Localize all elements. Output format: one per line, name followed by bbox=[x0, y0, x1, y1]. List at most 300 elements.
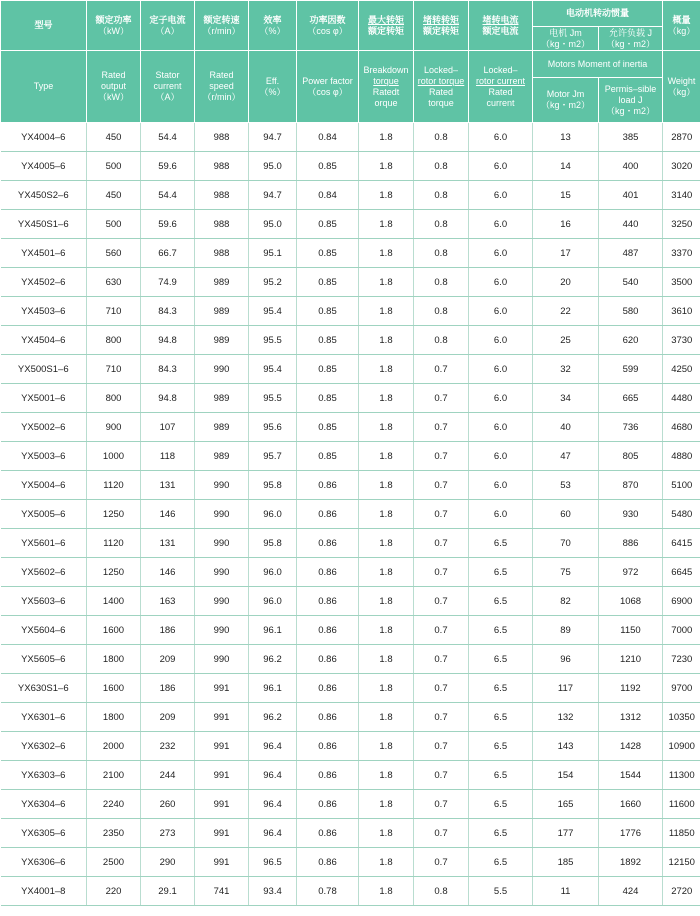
cell-locked-rotor-current: 6.0 bbox=[469, 297, 533, 326]
cell-breakdown-torque: 1.8 bbox=[359, 761, 414, 790]
cell-locked-rotor-torque: 0.8 bbox=[414, 152, 469, 181]
cell-rated-speed: 991 bbox=[195, 761, 249, 790]
cell-stator-current: 94.8 bbox=[141, 326, 195, 355]
cell-eff: 94.7 bbox=[249, 123, 297, 152]
cell-permissible-load: 1068 bbox=[599, 587, 663, 616]
cell-power-factor: 0.86 bbox=[297, 790, 359, 819]
cell-rated-output: 1800 bbox=[87, 703, 141, 732]
cell-motor-jm: 185 bbox=[533, 848, 599, 877]
cell-permissible-load: 599 bbox=[599, 355, 663, 384]
cell-locked-rotor-torque: 0.8 bbox=[414, 297, 469, 326]
cell-power-factor: 0.86 bbox=[297, 848, 359, 877]
cell-locked-rotor-torque: 0.8 bbox=[414, 123, 469, 152]
cell-type: YX4502–6 bbox=[1, 268, 87, 297]
cell-motor-jm: 53 bbox=[533, 471, 599, 500]
cell-eff: 96.5 bbox=[249, 848, 297, 877]
cell-breakdown-torque: 1.8 bbox=[359, 616, 414, 645]
cell-breakdown-torque: 1.8 bbox=[359, 181, 414, 210]
cell-rated-output: 630 bbox=[87, 268, 141, 297]
cell-power-factor: 0.84 bbox=[297, 181, 359, 210]
header-eff-en: Eff. （%） bbox=[249, 51, 297, 123]
cell-rated-speed: 990 bbox=[195, 558, 249, 587]
cell-eff: 96.0 bbox=[249, 500, 297, 529]
table-row bbox=[1, 297, 700, 326]
header-locked-current-en: Locked– rotor current Rated current bbox=[469, 51, 533, 123]
cell-rated-output: 450 bbox=[87, 181, 141, 210]
cell-eff: 95.6 bbox=[249, 413, 297, 442]
cell-rated-output: 1800 bbox=[87, 645, 141, 674]
cell-weight: 7230 bbox=[663, 645, 700, 674]
cell-power-factor: 0.86 bbox=[297, 703, 359, 732]
cell-eff: 96.4 bbox=[249, 819, 297, 848]
cell-permissible-load: 1150 bbox=[599, 616, 663, 645]
cell-permissible-load: 1192 bbox=[599, 674, 663, 703]
table-row bbox=[1, 471, 700, 500]
cell-rated-speed: 989 bbox=[195, 326, 249, 355]
header-row-english bbox=[1, 51, 700, 78]
cell-locked-rotor-torque: 0.7 bbox=[414, 384, 469, 413]
cell-locked-rotor-current: 6.0 bbox=[469, 384, 533, 413]
cell-stator-current: 131 bbox=[141, 529, 195, 558]
header-inertia-group-cn: 电动机转动惯量 bbox=[533, 1, 663, 27]
cell-rated-speed: 991 bbox=[195, 848, 249, 877]
cell-motor-jm: 16 bbox=[533, 210, 599, 239]
cell-stator-current: 59.6 bbox=[141, 152, 195, 181]
cell-permissible-load: 1776 bbox=[599, 819, 663, 848]
cell-rated-speed: 989 bbox=[195, 442, 249, 471]
cell-locked-rotor-current: 6.5 bbox=[469, 732, 533, 761]
cell-breakdown-torque: 1.8 bbox=[359, 413, 414, 442]
cell-stator-current: 118 bbox=[141, 442, 195, 471]
cell-locked-rotor-torque: 0.7 bbox=[414, 558, 469, 587]
cell-weight: 3250 bbox=[663, 210, 700, 239]
cell-rated-speed: 991 bbox=[195, 732, 249, 761]
cell-rated-output: 500 bbox=[87, 152, 141, 181]
cell-rated-output: 1120 bbox=[87, 471, 141, 500]
cell-rated-speed: 741 bbox=[195, 877, 249, 906]
cell-permissible-load: 1210 bbox=[599, 645, 663, 674]
cell-breakdown-torque: 1.8 bbox=[359, 355, 414, 384]
header-inertia-group-en: Motors Moment of inertia bbox=[533, 51, 663, 78]
cell-locked-rotor-torque: 0.7 bbox=[414, 616, 469, 645]
cell-locked-rotor-torque: 0.7 bbox=[414, 471, 469, 500]
cell-stator-current: 209 bbox=[141, 703, 195, 732]
cell-breakdown-torque: 1.8 bbox=[359, 297, 414, 326]
header-locked-torque-cn: 堵转转矩 额定转矩 bbox=[414, 1, 469, 51]
cell-eff: 96.4 bbox=[249, 761, 297, 790]
cell-locked-rotor-current: 6.5 bbox=[469, 558, 533, 587]
cell-stator-current: 273 bbox=[141, 819, 195, 848]
cell-locked-rotor-current: 6.0 bbox=[469, 181, 533, 210]
cell-locked-rotor-current: 6.5 bbox=[469, 616, 533, 645]
cell-motor-jm: 47 bbox=[533, 442, 599, 471]
cell-permissible-load: 424 bbox=[599, 877, 663, 906]
table-row bbox=[1, 355, 700, 384]
cell-type: YX5602–6 bbox=[1, 558, 87, 587]
cell-power-factor: 0.86 bbox=[297, 587, 359, 616]
table-row bbox=[1, 442, 700, 471]
cell-locked-rotor-torque: 0.7 bbox=[414, 413, 469, 442]
cell-weight: 11850 bbox=[663, 819, 700, 848]
header-locked-current-cn: 堵转电流 额定电流 bbox=[469, 1, 533, 51]
cell-stator-current: 84.3 bbox=[141, 297, 195, 326]
cell-locked-rotor-torque: 0.7 bbox=[414, 819, 469, 848]
cell-locked-rotor-torque: 0.7 bbox=[414, 790, 469, 819]
cell-rated-speed: 991 bbox=[195, 703, 249, 732]
cell-rated-speed: 990 bbox=[195, 616, 249, 645]
cell-eff: 95.0 bbox=[249, 152, 297, 181]
cell-breakdown-torque: 1.8 bbox=[359, 703, 414, 732]
cell-locked-rotor-torque: 0.7 bbox=[414, 587, 469, 616]
cell-breakdown-torque: 1.8 bbox=[359, 790, 414, 819]
cell-eff: 95.8 bbox=[249, 529, 297, 558]
cell-motor-jm: 25 bbox=[533, 326, 599, 355]
cell-rated-output: 1400 bbox=[87, 587, 141, 616]
cell-rated-speed: 989 bbox=[195, 413, 249, 442]
cell-eff: 96.4 bbox=[249, 732, 297, 761]
cell-rated-speed: 990 bbox=[195, 355, 249, 384]
cell-motor-jm: 15 bbox=[533, 181, 599, 210]
cell-breakdown-torque: 1.8 bbox=[359, 326, 414, 355]
cell-rated-speed: 989 bbox=[195, 297, 249, 326]
cell-motor-jm: 89 bbox=[533, 616, 599, 645]
cell-stator-current: 54.4 bbox=[141, 123, 195, 152]
cell-eff: 95.1 bbox=[249, 239, 297, 268]
cell-locked-rotor-current: 6.5 bbox=[469, 761, 533, 790]
header-row-chinese bbox=[1, 1, 700, 27]
table-row bbox=[1, 674, 700, 703]
cell-power-factor: 0.85 bbox=[297, 413, 359, 442]
cell-breakdown-torque: 1.8 bbox=[359, 732, 414, 761]
cell-rated-speed: 990 bbox=[195, 529, 249, 558]
cell-power-factor: 0.86 bbox=[297, 558, 359, 587]
cell-locked-rotor-torque: 0.7 bbox=[414, 355, 469, 384]
cell-rated-output: 2000 bbox=[87, 732, 141, 761]
cell-type: YX4004–6 bbox=[1, 123, 87, 152]
cell-type: YX5605–6 bbox=[1, 645, 87, 674]
cell-type: YX4504–6 bbox=[1, 326, 87, 355]
cell-permissible-load: 540 bbox=[599, 268, 663, 297]
cell-locked-rotor-current: 6.0 bbox=[469, 442, 533, 471]
cell-weight: 4880 bbox=[663, 442, 700, 471]
cell-locked-rotor-current: 6.5 bbox=[469, 645, 533, 674]
cell-stator-current: 186 bbox=[141, 616, 195, 645]
cell-permissible-load: 401 bbox=[599, 181, 663, 210]
cell-weight: 2870 bbox=[663, 123, 700, 152]
cell-eff: 96.1 bbox=[249, 674, 297, 703]
cell-eff: 95.0 bbox=[249, 210, 297, 239]
cell-rated-output: 560 bbox=[87, 239, 141, 268]
cell-breakdown-torque: 1.8 bbox=[359, 674, 414, 703]
cell-rated-output: 2240 bbox=[87, 790, 141, 819]
cell-power-factor: 0.85 bbox=[297, 442, 359, 471]
cell-eff: 96.1 bbox=[249, 616, 297, 645]
cell-type: YX4005–6 bbox=[1, 152, 87, 181]
cell-power-factor: 0.86 bbox=[297, 819, 359, 848]
table-row bbox=[1, 732, 700, 761]
cell-eff: 95.5 bbox=[249, 384, 297, 413]
cell-motor-jm: 117 bbox=[533, 674, 599, 703]
cell-locked-rotor-current: 6.5 bbox=[469, 819, 533, 848]
cell-permissible-load: 400 bbox=[599, 152, 663, 181]
cell-locked-rotor-torque: 0.7 bbox=[414, 674, 469, 703]
cell-permissible-load: 930 bbox=[599, 500, 663, 529]
table-row bbox=[1, 790, 700, 819]
cell-locked-rotor-current: 6.0 bbox=[469, 413, 533, 442]
cell-locked-rotor-torque: 0.7 bbox=[414, 732, 469, 761]
cell-rated-speed: 988 bbox=[195, 152, 249, 181]
cell-permissible-load: 620 bbox=[599, 326, 663, 355]
cell-permissible-load: 1428 bbox=[599, 732, 663, 761]
cell-power-factor: 0.85 bbox=[297, 210, 359, 239]
cell-locked-rotor-torque: 0.8 bbox=[414, 268, 469, 297]
cell-weight: 11600 bbox=[663, 790, 700, 819]
header-motor-jm-cn: 电机 Jm （kg・m2） bbox=[533, 27, 599, 51]
cell-stator-current: 244 bbox=[141, 761, 195, 790]
cell-locked-rotor-current: 6.0 bbox=[469, 326, 533, 355]
cell-motor-jm: 34 bbox=[533, 384, 599, 413]
cell-rated-output: 1250 bbox=[87, 500, 141, 529]
header-rated-output-cn: 额定功率 （kW） bbox=[87, 1, 141, 51]
cell-weight: 4480 bbox=[663, 384, 700, 413]
cell-permissible-load: 805 bbox=[599, 442, 663, 471]
header-rated-output-en: Rated output （kW） bbox=[87, 51, 141, 123]
cell-stator-current: 163 bbox=[141, 587, 195, 616]
cell-power-factor: 0.85 bbox=[297, 297, 359, 326]
cell-rated-output: 900 bbox=[87, 413, 141, 442]
cell-permissible-load: 870 bbox=[599, 471, 663, 500]
cell-weight: 3730 bbox=[663, 326, 700, 355]
cell-locked-rotor-torque: 0.8 bbox=[414, 239, 469, 268]
cell-motor-jm: 154 bbox=[533, 761, 599, 790]
cell-locked-rotor-torque: 0.8 bbox=[414, 210, 469, 239]
table-row bbox=[1, 500, 700, 529]
header-type-en: Type bbox=[1, 51, 87, 123]
cell-stator-current: 74.9 bbox=[141, 268, 195, 297]
cell-motor-jm: 75 bbox=[533, 558, 599, 587]
cell-type: YX4503–6 bbox=[1, 297, 87, 326]
cell-type: YX5002–6 bbox=[1, 413, 87, 442]
cell-weight: 2720 bbox=[663, 877, 700, 906]
cell-stator-current: 146 bbox=[141, 500, 195, 529]
cell-power-factor: 0.86 bbox=[297, 529, 359, 558]
cell-type: YX500S1–6 bbox=[1, 355, 87, 384]
cell-motor-jm: 20 bbox=[533, 268, 599, 297]
cell-permissible-load: 665 bbox=[599, 384, 663, 413]
cell-breakdown-torque: 1.8 bbox=[359, 500, 414, 529]
cell-permissible-load: 1312 bbox=[599, 703, 663, 732]
cell-rated-speed: 991 bbox=[195, 790, 249, 819]
cell-breakdown-torque: 1.8 bbox=[359, 645, 414, 674]
cell-rated-speed: 988 bbox=[195, 181, 249, 210]
cell-locked-rotor-current: 6.5 bbox=[469, 790, 533, 819]
cell-rated-output: 2500 bbox=[87, 848, 141, 877]
header-motor-jm-en: Motor Jm （kg・m2） bbox=[533, 78, 599, 123]
cell-stator-current: 260 bbox=[141, 790, 195, 819]
table-body bbox=[1, 123, 700, 906]
table-row bbox=[1, 761, 700, 790]
table-row bbox=[1, 123, 700, 152]
cell-power-factor: 0.78 bbox=[297, 877, 359, 906]
cell-motor-jm: 60 bbox=[533, 500, 599, 529]
cell-rated-speed: 989 bbox=[195, 384, 249, 413]
cell-breakdown-torque: 1.8 bbox=[359, 848, 414, 877]
cell-rated-output: 710 bbox=[87, 355, 141, 384]
cell-stator-current: 290 bbox=[141, 848, 195, 877]
cell-stator-current: 186 bbox=[141, 674, 195, 703]
cell-permissible-load: 736 bbox=[599, 413, 663, 442]
cell-breakdown-torque: 1.8 bbox=[359, 152, 414, 181]
cell-locked-rotor-torque: 0.7 bbox=[414, 645, 469, 674]
cell-power-factor: 0.84 bbox=[297, 123, 359, 152]
cell-locked-rotor-current: 6.0 bbox=[469, 355, 533, 384]
cell-power-factor: 0.86 bbox=[297, 616, 359, 645]
cell-type: YX6301–6 bbox=[1, 703, 87, 732]
cell-motor-jm: 17 bbox=[533, 239, 599, 268]
cell-rated-output: 1120 bbox=[87, 529, 141, 558]
cell-locked-rotor-current: 6.5 bbox=[469, 587, 533, 616]
cell-locked-rotor-current: 6.5 bbox=[469, 674, 533, 703]
cell-eff: 96.0 bbox=[249, 587, 297, 616]
cell-permissible-load: 487 bbox=[599, 239, 663, 268]
cell-power-factor: 0.85 bbox=[297, 355, 359, 384]
cell-rated-output: 1000 bbox=[87, 442, 141, 471]
cell-locked-rotor-current: 6.5 bbox=[469, 529, 533, 558]
cell-rated-output: 2350 bbox=[87, 819, 141, 848]
cell-type: YX5003–6 bbox=[1, 442, 87, 471]
cell-locked-rotor-current: 6.0 bbox=[469, 123, 533, 152]
cell-breakdown-torque: 1.8 bbox=[359, 471, 414, 500]
cell-locked-rotor-current: 6.0 bbox=[469, 152, 533, 181]
cell-rated-speed: 990 bbox=[195, 500, 249, 529]
cell-rated-speed: 988 bbox=[195, 210, 249, 239]
cell-stator-current: 54.4 bbox=[141, 181, 195, 210]
cell-locked-rotor-current: 6.0 bbox=[469, 239, 533, 268]
cell-breakdown-torque: 1.8 bbox=[359, 877, 414, 906]
cell-locked-rotor-torque: 0.8 bbox=[414, 877, 469, 906]
header-stator-current-en: Stator current （A） bbox=[141, 51, 195, 123]
header-breakdown-en: Breakdown torque Ratedt orque bbox=[359, 51, 414, 123]
cell-eff: 95.4 bbox=[249, 355, 297, 384]
cell-stator-current: 232 bbox=[141, 732, 195, 761]
table-row bbox=[1, 877, 700, 906]
cell-motor-jm: 22 bbox=[533, 297, 599, 326]
cell-power-factor: 0.86 bbox=[297, 761, 359, 790]
cell-breakdown-torque: 1.8 bbox=[359, 558, 414, 587]
cell-rated-speed: 988 bbox=[195, 123, 249, 152]
cell-rated-output: 1600 bbox=[87, 674, 141, 703]
cell-motor-jm: 96 bbox=[533, 645, 599, 674]
cell-locked-rotor-torque: 0.7 bbox=[414, 703, 469, 732]
cell-locked-rotor-current: 6.0 bbox=[469, 210, 533, 239]
table-row bbox=[1, 326, 700, 355]
cell-locked-rotor-current: 6.5 bbox=[469, 848, 533, 877]
cell-weight: 10900 bbox=[663, 732, 700, 761]
cell-stator-current: 107 bbox=[141, 413, 195, 442]
cell-type: YX4001–8 bbox=[1, 877, 87, 906]
cell-locked-rotor-current: 6.0 bbox=[469, 500, 533, 529]
cell-type: YX5601–6 bbox=[1, 529, 87, 558]
cell-weight: 3140 bbox=[663, 181, 700, 210]
cell-stator-current: 29.1 bbox=[141, 877, 195, 906]
cell-power-factor: 0.85 bbox=[297, 326, 359, 355]
cell-type: YX6305–6 bbox=[1, 819, 87, 848]
cell-breakdown-torque: 1.8 bbox=[359, 587, 414, 616]
cell-rated-output: 1250 bbox=[87, 558, 141, 587]
cell-locked-rotor-torque: 0.8 bbox=[414, 326, 469, 355]
cell-power-factor: 0.85 bbox=[297, 152, 359, 181]
cell-weight: 4680 bbox=[663, 413, 700, 442]
cell-type: YX6302–6 bbox=[1, 732, 87, 761]
cell-breakdown-torque: 1.8 bbox=[359, 210, 414, 239]
cell-power-factor: 0.85 bbox=[297, 239, 359, 268]
cell-eff: 95.4 bbox=[249, 297, 297, 326]
cell-weight: 11300 bbox=[663, 761, 700, 790]
cell-breakdown-torque: 1.8 bbox=[359, 123, 414, 152]
header-rated-speed-cn: 额定转速 （r/min） bbox=[195, 1, 249, 51]
header-permissible-load-en: Permis–sible load J （kg・m2） bbox=[599, 78, 663, 123]
table-row bbox=[1, 558, 700, 587]
cell-locked-rotor-torque: 0.8 bbox=[414, 181, 469, 210]
cell-motor-jm: 70 bbox=[533, 529, 599, 558]
cell-breakdown-torque: 1.8 bbox=[359, 819, 414, 848]
cell-rated-output: 710 bbox=[87, 297, 141, 326]
cell-locked-rotor-torque: 0.7 bbox=[414, 848, 469, 877]
cell-motor-jm: 13 bbox=[533, 123, 599, 152]
cell-weight: 5480 bbox=[663, 500, 700, 529]
cell-eff: 95.5 bbox=[249, 326, 297, 355]
cell-power-factor: 0.85 bbox=[297, 384, 359, 413]
cell-power-factor: 0.86 bbox=[297, 674, 359, 703]
cell-weight: 4250 bbox=[663, 355, 700, 384]
cell-type: YX5005–6 bbox=[1, 500, 87, 529]
cell-rated-speed: 990 bbox=[195, 471, 249, 500]
cell-stator-current: 84.3 bbox=[141, 355, 195, 384]
cell-motor-jm: 177 bbox=[533, 819, 599, 848]
cell-eff: 95.8 bbox=[249, 471, 297, 500]
cell-stator-current: 66.7 bbox=[141, 239, 195, 268]
cell-permissible-load: 580 bbox=[599, 297, 663, 326]
cell-permissible-load: 1892 bbox=[599, 848, 663, 877]
table-row bbox=[1, 210, 700, 239]
table-row bbox=[1, 587, 700, 616]
header-type-cn: 型号 bbox=[1, 1, 87, 51]
cell-type: YX6304–6 bbox=[1, 790, 87, 819]
cell-weight: 3500 bbox=[663, 268, 700, 297]
table-row bbox=[1, 239, 700, 268]
cell-type: YX5603–6 bbox=[1, 587, 87, 616]
cell-type: YX6303–6 bbox=[1, 761, 87, 790]
cell-rated-output: 800 bbox=[87, 384, 141, 413]
cell-locked-rotor-current: 5.5 bbox=[469, 877, 533, 906]
cell-motor-jm: 32 bbox=[533, 355, 599, 384]
cell-locked-rotor-torque: 0.7 bbox=[414, 500, 469, 529]
cell-breakdown-torque: 1.8 bbox=[359, 442, 414, 471]
cell-type: YX450S2–6 bbox=[1, 181, 87, 210]
cell-breakdown-torque: 1.8 bbox=[359, 239, 414, 268]
cell-permissible-load: 886 bbox=[599, 529, 663, 558]
cell-weight: 10350 bbox=[663, 703, 700, 732]
cell-motor-jm: 143 bbox=[533, 732, 599, 761]
cell-locked-rotor-current: 6.0 bbox=[469, 471, 533, 500]
cell-power-factor: 0.86 bbox=[297, 471, 359, 500]
cell-power-factor: 0.86 bbox=[297, 500, 359, 529]
cell-eff: 96.2 bbox=[249, 703, 297, 732]
cell-weight: 6900 bbox=[663, 587, 700, 616]
cell-motor-jm: 165 bbox=[533, 790, 599, 819]
header-weight-cn: 概量 （kg） bbox=[663, 1, 700, 51]
cell-eff: 95.2 bbox=[249, 268, 297, 297]
